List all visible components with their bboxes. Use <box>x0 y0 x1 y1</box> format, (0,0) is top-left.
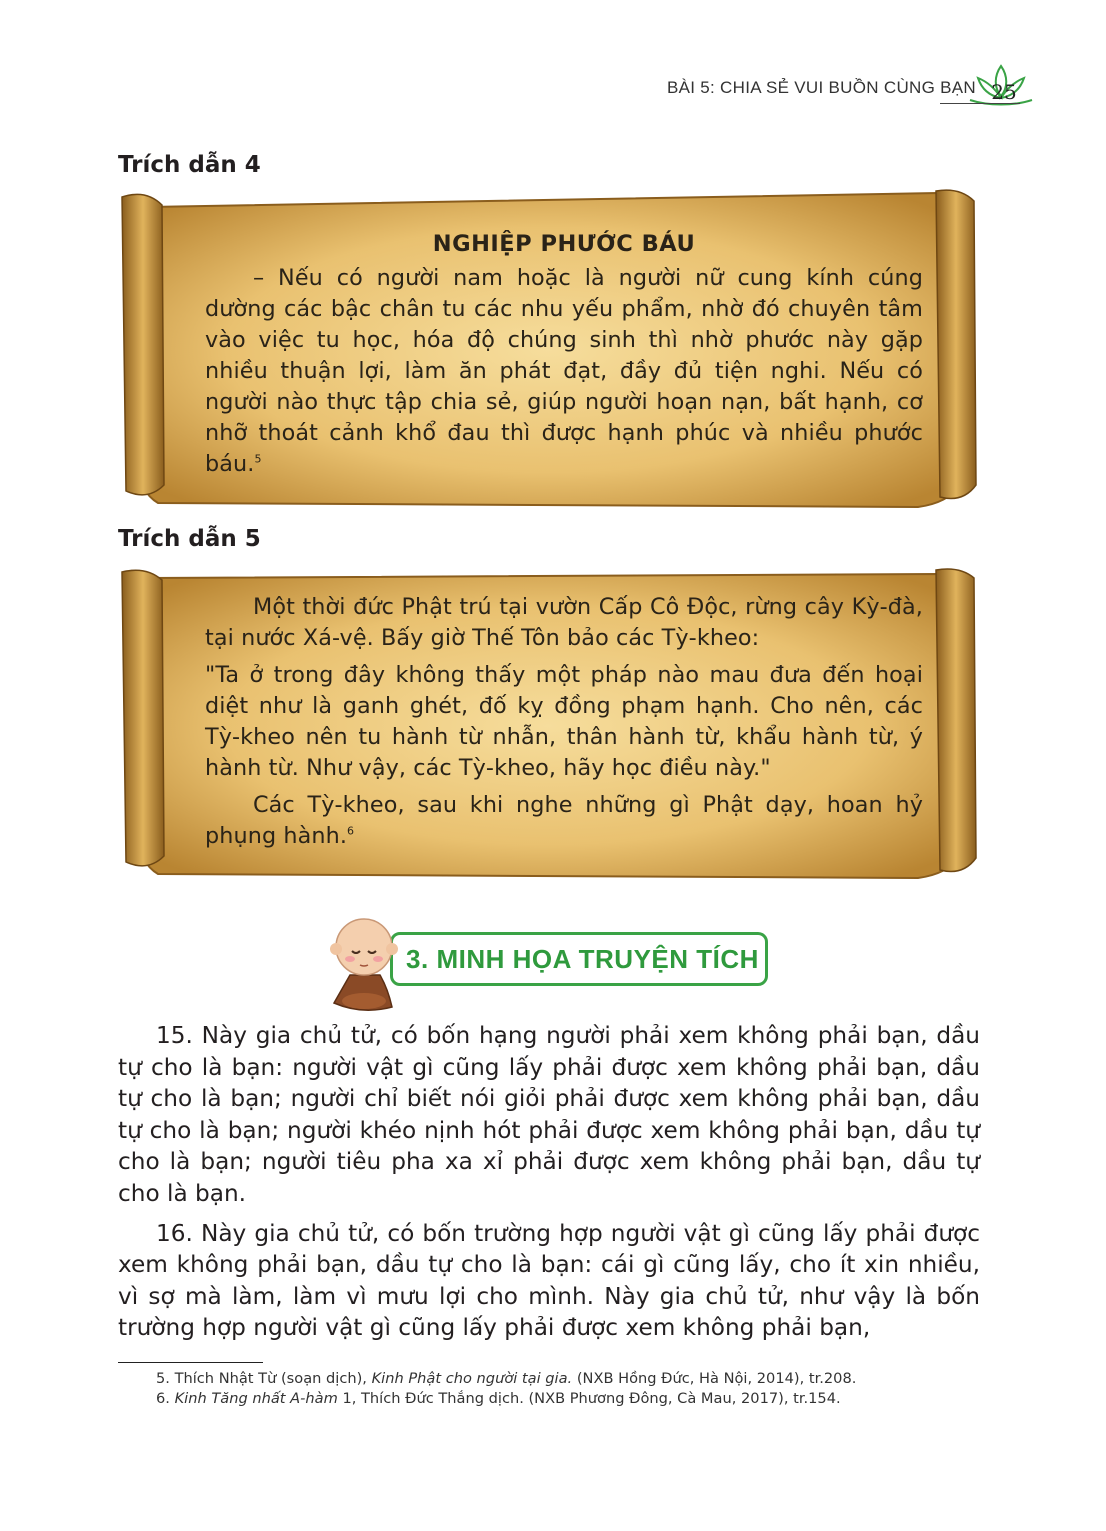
footnote-6-title: Kinh Tăng nhất A-hàm <box>174 1390 338 1407</box>
footnote-5-author: 5. Thích Nhật Từ (soạn dịch), <box>156 1370 372 1387</box>
page-number: 25 <box>991 80 1017 104</box>
footnote-5-title: Kinh Phật cho người tại gia. <box>371 1370 573 1387</box>
footnote-6-publisher: 1, Thích Đức Thắng dịch. (NXB Phương Đông, Cà Mau, 2017), tr.154. <box>337 1390 841 1407</box>
footnote-6-number: 6. <box>156 1390 175 1407</box>
section-heading-title: 3. MINH HỌA TRUYỆN TÍCH <box>406 944 759 974</box>
footnote-rule <box>118 1362 263 1363</box>
footnote-ref-5[interactable]: 5 <box>254 452 262 466</box>
main-body <box>118 1020 980 1352</box>
footnote-ref-6[interactable]: 6 <box>347 824 355 838</box>
quote-5-scroll <box>118 566 980 884</box>
body-paragraph-16: 16. Này gia chủ tử, có bốn trường hợp người vật gì cũng lấy phải được xem không phải bạn, dầu tự cho là bạn: cái gì cũng lấy, cho ít xin nhiều, vì sợ mà làm, làm vì mưu lợi cho mình. Này gia chủ tử, như vậy là bốn trường hợp người vật gì cũng lấy phải được xem không phải bạn, <box>118 1219 980 1342</box>
chapter-running-head: BÀI 5: CHIA SẺ VUI BUỒN CÙNG BẠN <box>666 78 976 97</box>
footnote-5 <box>118 1369 980 1389</box>
quote-5-para-3: Các Tỳ-kheo, sau khi nghe những gì Phật dạy, hoan hỷ phụng hành. <box>205 792 923 849</box>
quote-5-para-2: "Ta ở trong đây không thấy một pháp nào mau đưa đến hoại diệt như là ganh ghét, đố kỵ đồng phạm hạnh. Cho nên, các Tỳ-kheo nên tu hành từ nhẫn, thân hành từ, khẩu hành từ, ý hành từ. Như vậy, các Tỳ-kheo, hãy học điều này." <box>205 662 923 781</box>
quote-5-label: Trích dẫn 5 <box>118 526 261 552</box>
quote-4-label: Trích dẫn 4 <box>118 152 261 178</box>
footnotes <box>118 1369 980 1409</box>
quote-4-text: – Nếu có người nam hoặc là người nữ cung kính cúng dường các bậc chân tu các nhu yếu phẩm, nhờ đó chuyên tâm vào việc tu học, hóa độ chúng sinh thì nhờ phước này gặp nhiều thuận lợi, làm ăn phát đạt, đầy đủ tiện nghi. Nếu có người nào thực tập chia sẻ, giúp người hoạn nạn, bất hạnh, cơ nhỡ thoát cảnh khổ đau thì được hạnh phúc và nhiều phước báu. <box>205 265 923 477</box>
quote-4-title: NGHIỆP PHƯỚC BÁU <box>432 231 696 257</box>
quote-4-scroll <box>118 185 980 515</box>
quote-5-para-1: Một thời đức Phật trú tại vườn Cấp Cô Độc, rừng cây Kỳ-đà, tại nước Xá-vệ. Bấy giờ Thế Tôn bảo các Tỳ-kheo: <box>205 594 923 651</box>
body-paragraph-15: 15. Này gia chủ tử, có bốn hạng người phải xem không phải bạn, dầu tự cho là bạn: người vật gì cũng lấy phải được xem không phải bạn, dầu tự cho là bạn; người chỉ biết nói giỏi phải được xem không phải bạn, dầu tự cho là bạn; người khéo nịnh hót phải được xem không phải bạn, dầu tự cho là bạn; người tiêu pha xa xỉ phải được xem không phải bạn, dầu tự cho là bạn. <box>118 1022 980 1207</box>
footnote-6 <box>118 1389 980 1409</box>
footnote-5-publisher: (NXB Hồng Đức, Hà Nội, 2014), tr.208. <box>572 1370 857 1387</box>
